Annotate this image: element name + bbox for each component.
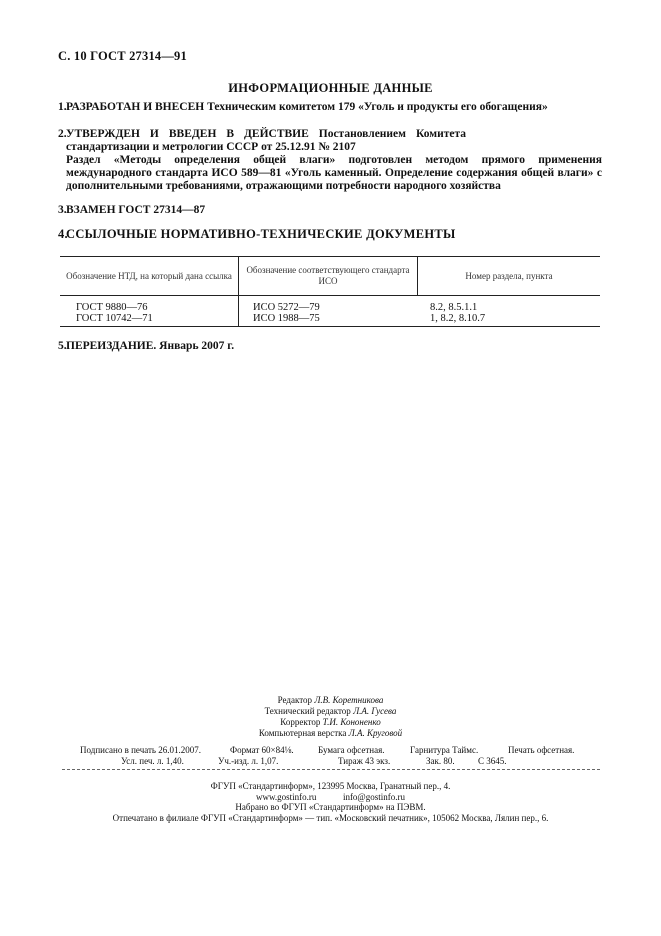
corrector-label: Корректор [280, 717, 321, 727]
publisher-contacts [0, 792, 661, 803]
section-1-heading: РАЗРАБОТАН И ВНЕСЕН [66, 101, 205, 113]
email: info@gostinfo.ru [342, 791, 405, 802]
editor-line [0, 695, 661, 706]
section-5-number: 5. [58, 340, 67, 352]
editor-label: Редактор [277, 695, 313, 705]
order-number: Зак. 80. [426, 756, 455, 766]
section-1 [58, 101, 602, 114]
document-title: ИНФОРМАЦИОННЫЕ ДАННЫЕ [228, 81, 433, 95]
table-header-ntd: Обозначение НТД, на который дана ссылка [60, 257, 239, 295]
page-header: С. 10 ГОСТ 27314—91 [58, 49, 187, 63]
section-1-text: Техническим комитетом 179 «Уголь и продукты его обогащения» [207, 101, 548, 113]
table-header-section: Номер раздела, пункта [465, 270, 553, 281]
section-2-note: Раздел «Методы определения общей влаги» подготовлен методом прямого применения международного стандарта ИСО 589—81 «Уголь каменный. Определение содержания общей влаги» с дополнительными требованиями, отражающими потребности народного хозяйства [66, 154, 602, 192]
section-3-number: 3. [58, 204, 67, 216]
editorial-credits [0, 695, 661, 739]
section-2-heading: УТВЕРЖДЕН И ВВЕДЕН В ДЕЙСТВИЕ [66, 128, 309, 140]
table-column-iso [239, 296, 418, 326]
table-cell: 8.2, 8.5.1.1 [430, 302, 478, 313]
layout-label: Компьютерная верстка [258, 728, 347, 738]
table-cell: ИСО 5272—79 [253, 302, 320, 313]
table-body [60, 296, 600, 327]
layout-line [0, 728, 661, 739]
table-cell: ИСО 1988—75 [253, 313, 320, 324]
section-4-heading: ССЫЛОЧНЫЕ НОРМАТИВНО-ТЕХНИЧЕСКИЕ ДОКУМЕНТЫ [66, 227, 456, 241]
section-5-text: Январь 2007 г. [159, 340, 235, 352]
print-sheets: Усл. печ. л. 1,40. [121, 756, 184, 766]
corrector-name: Т.И. Кононенко [322, 717, 381, 727]
layout-name: Л.А. Круговой [348, 728, 403, 738]
section-3 [58, 204, 602, 217]
table-column-section [418, 296, 600, 326]
signed-date: Подписано в печать 26.01.2007. [80, 745, 202, 755]
table-header-row [60, 257, 600, 296]
editor-name: Л.В. Коретникова [314, 695, 384, 705]
section-4-number: 4. [58, 227, 68, 241]
typeset-info: Набрано во ФГУП «Стандартинформ» на ПЭВМ. [235, 802, 426, 812]
publisher-info [0, 781, 661, 823]
section-2 [58, 128, 602, 193]
section-3-text: ВЗАМЕН ГОСТ 27314—87 [66, 204, 206, 216]
publishing-sheets: Уч.-изд. л. 1,07. [218, 756, 279, 766]
section-2-number: 2. [58, 128, 67, 140]
divider [62, 769, 600, 770]
tech-editor-name: Л.А. Гусева [353, 706, 397, 716]
corrector-line [0, 717, 661, 728]
printed-info: Отпечатано в филиале ФГУП «Стандартинформ» — тип. «Московский печатник», 105062 Москва, Лялин пер., 6. [112, 812, 549, 823]
publisher-address: ФГУП «Стандартинформ», 123995 Москва, Гранатный пер., 4. [210, 781, 451, 791]
table-column-ntd [60, 296, 239, 326]
print-type: Печать офсетная. [508, 745, 575, 755]
table-header-iso: Обозначение соответствующего стандарта ИСО [239, 257, 418, 295]
paper: Бумага офсетная. [318, 745, 385, 755]
section-5 [58, 340, 602, 353]
section-2-text: Постановлением Комитета стандартизации и метрологии СССР от 25.12.91 № 2107 [66, 128, 466, 153]
section-5-heading: ПЕРЕИЗДАНИЕ. [66, 340, 157, 352]
tech-editor-label: Технический редактор [264, 706, 351, 716]
format: Формат 60×84⅛. [230, 745, 294, 755]
section-1-number: 1. [58, 101, 67, 113]
table-cell: 1, 8.2, 8.10.7 [430, 313, 486, 324]
website: www.gostinfo.ru [256, 791, 317, 802]
section-4 [58, 227, 602, 241]
reference-documents-table [60, 256, 600, 327]
table-cell: ГОСТ 9880—76 [76, 302, 148, 313]
tech-editor-line [0, 706, 661, 717]
table-cell: ГОСТ 10742—71 [76, 313, 153, 324]
code: С 3645. [478, 756, 507, 766]
typeface: Гарнитура Таймс. [410, 745, 479, 755]
copies: Тираж 43 экз. [338, 756, 391, 766]
